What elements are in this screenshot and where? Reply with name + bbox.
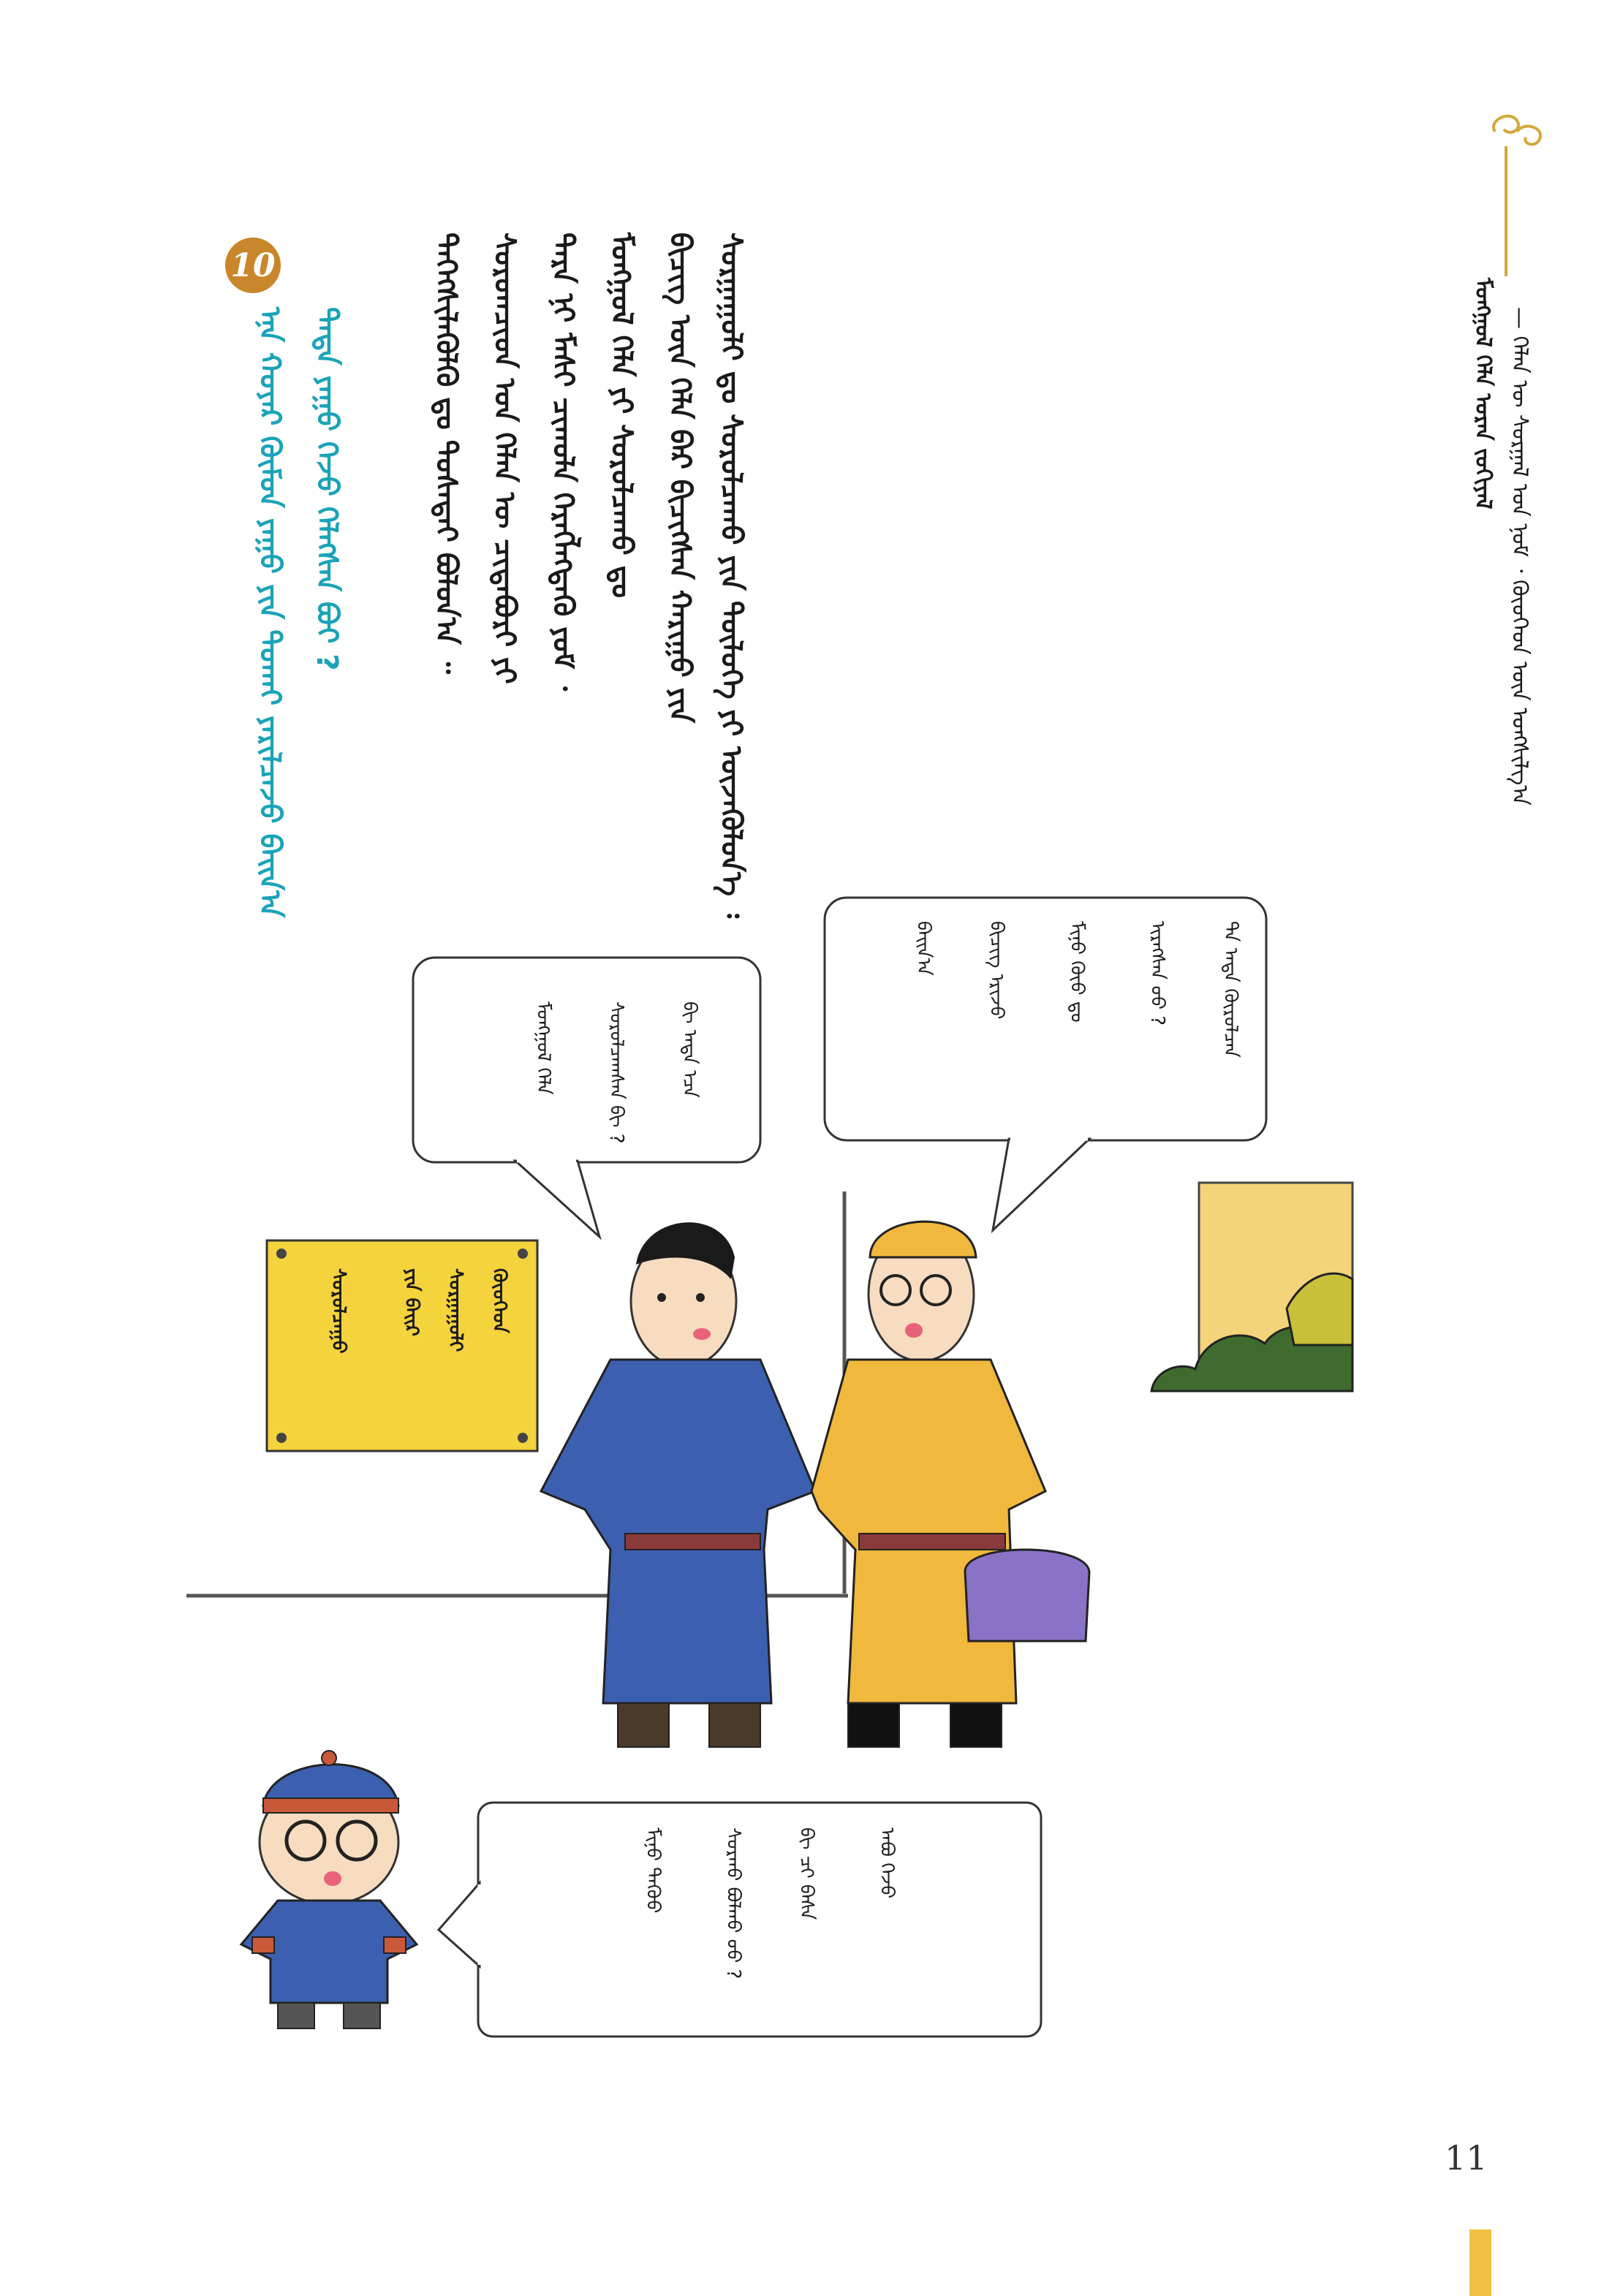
page-edge-bar [1469, 2229, 1491, 2296]
bottom-bubble-line: ᠠᠪᠤ ᠭᠡᠵᠦ [876, 1827, 898, 1899]
man-blue-robe [541, 1222, 815, 1747]
right-bubble-line: ᠪᠢᠴᠢᠭ ᠡᠷᠢᠵᠦ [985, 921, 1007, 1020]
sign-line: ᠶᠢᠨ ᠪᠠᠢᠷ [401, 1268, 423, 1336]
center-bubble-line: ᠮᠣᠩᠭᠣᠯ ᠬᠡᠯᠡ [532, 1001, 554, 1095]
paragraph-line: ᠰᠤᠷᠭᠠᠭᠤᠯᠢ ᠳᠤ ᠰᠤᠷᠤᠯᠴᠠᠬᠤ ᠶᠢᠨ ᠲᠥᠯᠦᠭᠡ ᠶᠢ ᠦᠵᠡᠭᠦᠯᠦᠨ᠎ᠡ ᠄ [714, 232, 748, 919]
page-number: 11 [1445, 2138, 1488, 2178]
right-bubble-line: ᠲᠠ ᠡᠨᠳᠡ ᠬᠦᠷᠦᠯᠴᠡᠨ [1219, 921, 1241, 1058]
right-bubble-line: ᠢᠷᠡᠭᠰᠡᠨ ᠦᠦ ? [1146, 921, 1168, 1026]
center-bubble-line: ᠰᠤᠷᠤᠯᠴᠠᠭᠰᠠᠨ ᠪᠢ ? [605, 1001, 627, 1144]
man-yellow-robe [812, 1221, 1089, 1747]
sign-line: ᠬᠦᠦᠬᠡᠳ [488, 1268, 510, 1333]
question-number-badge: 10 [225, 238, 281, 293]
running-header-subtitle: — ᠬᠡᠯᠡᠨ ᠦ ᠰᠤᠷᠭᠠᠯ ᠤᠨ ᠨᠣᠮ ᠂ ᠬᠦᠦᠬᠡᠳ ᠦᠨ ᠤᠩᠱᠢᠯᠭ᠎ᠠ [1507, 307, 1532, 806]
right-bubble-line: ᠮᠢᠨᠤ ᠬᠦᠦ ᠳᠤ [1066, 921, 1088, 1023]
boy-figure [241, 1751, 417, 2028]
right-speech-bubble [825, 898, 1266, 1230]
paragraph-line: ᠲᠡᠷᠡ ᠨᠢ ᠮᠠᠰᠢ ᠴᠢᠬᠤᠯᠠ ᠬᠡᠷᠡᠭᠯᠡᠭᠳᠡᠬᠦ ᠶᠤᠮ ᠂ [546, 232, 580, 692]
center-bubble-line: ᠪᠢ ᠡᠨᠳᠡ ᠡᠴᠡ [678, 1001, 700, 1098]
center-speech-bubble [413, 958, 760, 1237]
question-line-2: ᠲᠡᠳᠡ ᠶᠠᠭᠤ ᠭᠡᠵᠦ ᠬᠡᠯᠡᠭᠰᠡᠨ ᠪᠤᠢ ? [310, 307, 344, 671]
right-bubble-line: ᠪᠠᠢᠨ᠎ᠠ [912, 921, 934, 976]
paragraph-line: ᠳᠡᠭᠡᠭᠰᠢᠯᠡᠭᠦᠯᠬᠦ ᠳᠤ ᠲᠤᠰᠠᠲᠠᠢ ᠪᠣᠯᠤᠨ᠎ᠠ ᠃ [429, 232, 463, 674]
bottom-bubble-line: ᠮᠢᠨᠤ ᠳᠡᠭᠦᠦ [642, 1827, 664, 1914]
paragraph-line: ᠮᠣᠩᠭᠣᠯ ᠬᠡᠯᠡ ᠶᠢ ᠰᠤᠷᠤᠯᠴᠠᠬᠤ ᠳᠤ [605, 232, 638, 599]
question-line-1: ᠡᠨᠡ ᠬᠣᠶᠠᠷ ᠬᠦᠮᠦᠨ ᠶᠠᠭᠤ ᠶᠢᠨ ᠲᠤᠬᠠᠢ ᠶᠠᠷᠢᠯᠴᠠᠵᠤ ᠪᠠᠢᠨ᠎ᠠ [253, 307, 287, 918]
bottom-bubble-line: ᠰᠤᠷᠬᠤ ᠪᠣᠯᠬᠤ ᠤᠤ ? [722, 1827, 744, 1979]
sign-line: ᠰᠤᠷᠤᠯᠴᠠᠭᠤ [328, 1268, 349, 1354]
bottom-bubble-line: ᠪᠢ ᠴᠢ ᠪᠠᠰᠠ [795, 1827, 817, 1920]
running-header-title: ᠮᠣᠩᠭᠣᠯ ᠬᠡᠯᠡ ᠤᠷᠠᠨ ᠵᠣᠬᠢᠶᠠᠯ [1470, 278, 1496, 509]
paragraph-line: ᠪᠢᠴᠢᠭ ᠦᠨ ᠬᠡᠯᠡ ᠪᠡᠷ ᠪᠢᠴᠢᠭᠰᠡᠨ ᠬᠠᠷᠢᠭᠤ ᠶᠢᠨ [663, 232, 697, 724]
sign-line: ᠰᠤᠷᠭᠠᠭᠤᠯᠢ [444, 1268, 466, 1352]
window-scene [1151, 1183, 1352, 1391]
paragraph-line: ᠰᠤᠷᠤᠭᠴᠢᠳ ᠤᠨ ᠬᠡᠯᠡᠨ ᠦ ᠴᠢᠳᠠᠪᠤᠷᠢ ᠶᠢ [488, 232, 521, 684]
